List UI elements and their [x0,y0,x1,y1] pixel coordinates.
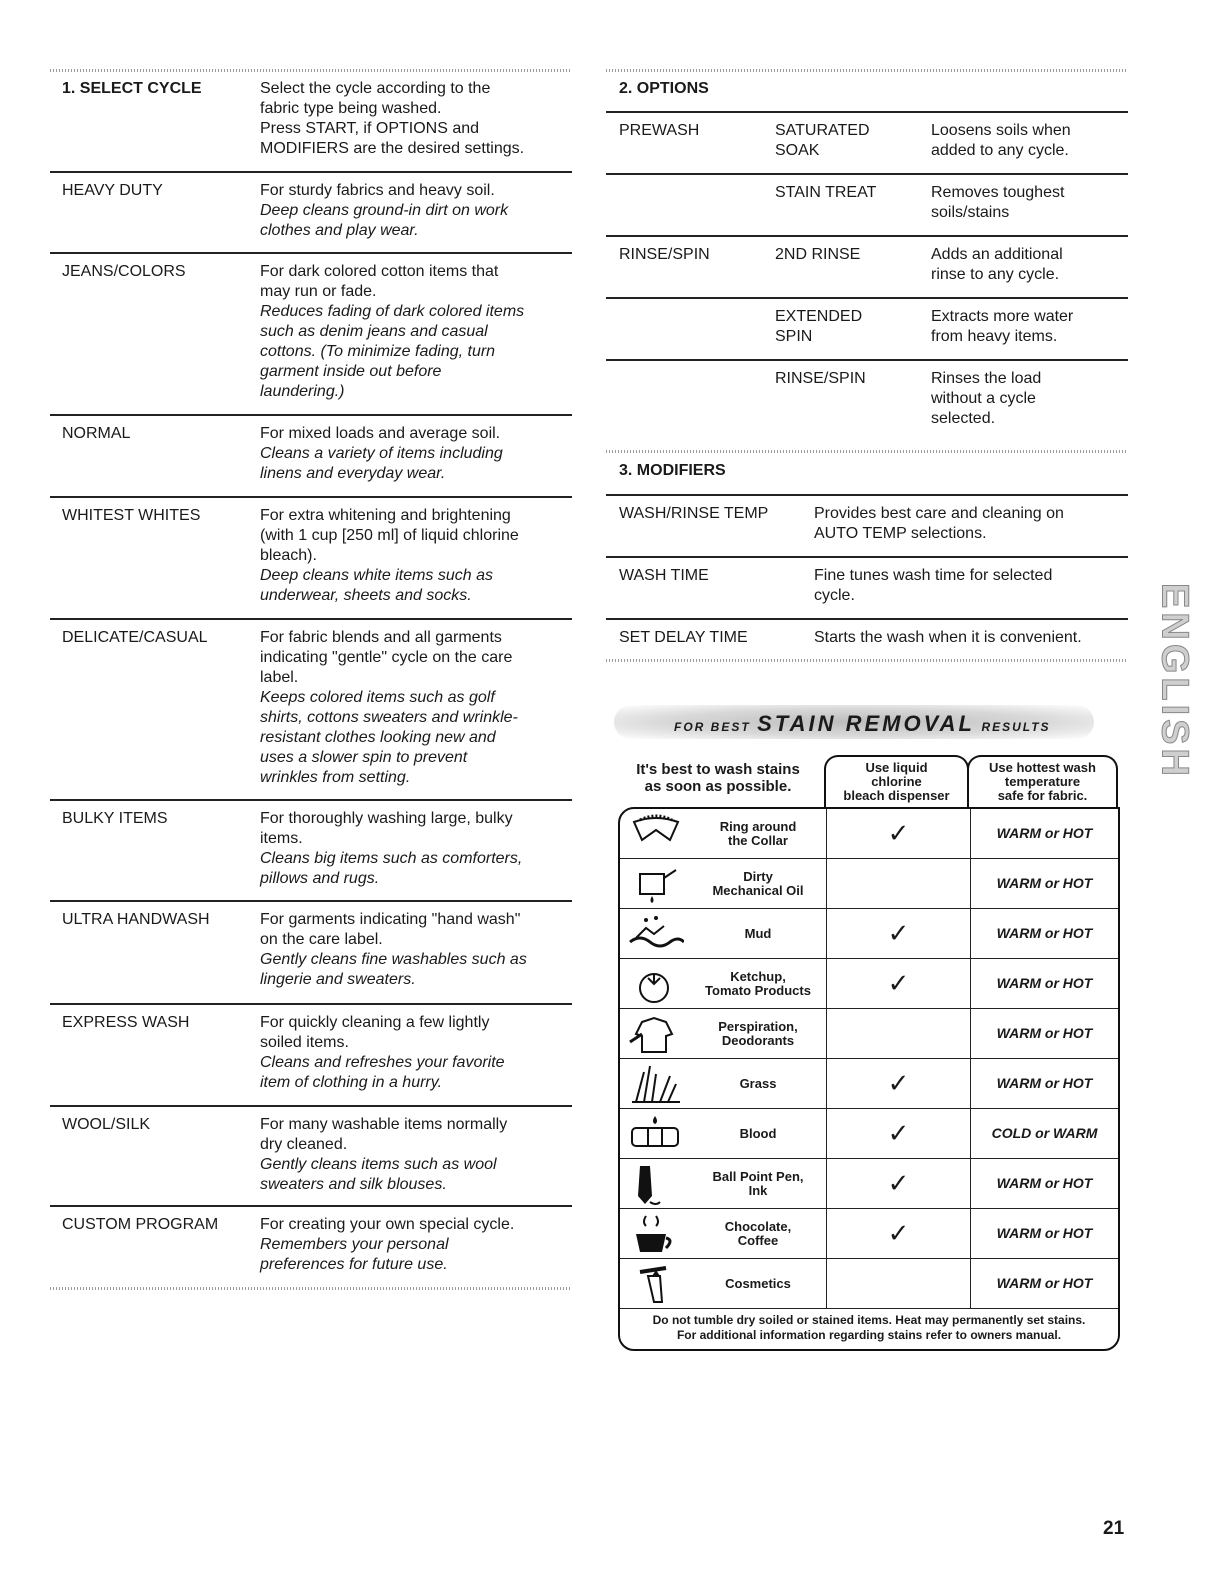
cycle-divider [50,1003,572,1005]
stain-cell [620,959,827,1008]
temperature-cell: WARM or HOT [996,1225,1093,1241]
temperature-cell: WARM or HOT [996,975,1093,991]
oil-can-icon [620,862,690,906]
option-divider [606,111,1128,113]
modifier-name: SET DELAY TIME [619,629,748,646]
stain-cell [620,859,827,908]
cycle-description-text: For fabric blends and all garments indicating "gentle" cycle on the care label. [260,629,513,686]
cycle-divider [50,900,572,902]
stain-cell [620,1209,827,1258]
stain-cell [620,1109,827,1158]
stain-row [620,809,1118,858]
page-number: 21 [1103,1518,1125,1539]
cycle-name: WOOL/SILK [62,1116,151,1133]
cycle-description [260,910,570,990]
stain-row [620,858,1118,908]
stain-cell [620,909,827,958]
check-mark-icon: ✓ [887,918,910,948]
options-heading: 2. OPTIONS [619,80,709,97]
check-mark-icon: ✓ [887,818,910,848]
cycle-description-text: For creating your own special cycle. [260,1216,515,1233]
check-mark-icon: ✓ [887,1218,910,1248]
cycle-note: Reduces fading of dark colored items such as denim jeans and casual cottons. (To minimize fading, turn garment inside out before laundering.) [260,303,525,400]
stain-row [620,1258,1118,1308]
cycle-name: WHITEST WHITES [62,507,201,524]
stain-table [618,807,1120,1351]
bleach-check-cell [827,1259,971,1308]
language-side-tab [1153,565,1195,795]
cycle-divider [50,252,572,254]
modifier-name: WASH/RINSE TEMP [619,505,769,522]
cycle-description [260,1115,570,1195]
cycle-description [260,628,570,788]
option-divider [606,235,1128,237]
cycle-description [260,1013,570,1093]
select-cycle-heading: 1. SELECT CYCLE [62,80,202,97]
cycle-description-text: For many washable items normally dry cleaned. [260,1116,508,1153]
cycle-name: NORMAL [62,425,131,442]
option-name: RINSE/SPIN [775,370,866,387]
cycle-divider [50,496,572,498]
stain-cell [620,1009,827,1058]
check-mark-icon: ✓ [887,1168,910,1198]
bandage-icon [620,1112,690,1156]
modifier-description: Fine tunes wash time for selected cycle. [814,567,1053,604]
option-divider [606,297,1128,299]
cycle-description-text: For sturdy fabrics and heavy soil. [260,182,495,199]
bleach-check-cell [827,1159,971,1208]
option-group: PREWASH [619,122,700,139]
option-divider [606,173,1128,175]
modifiers-heading: 3. MODIFIERS [619,462,726,479]
stain-name: Ring around the Collar [719,818,797,848]
modifier-name: WASH TIME [619,567,709,584]
bleach-check-cell [827,1059,971,1108]
bleach-check-cell [827,1209,971,1258]
bleach-check-cell [827,859,971,908]
cycle-note: Cleans and refreshes your favorite item of clothing in a hurry. [260,1054,505,1091]
stain-row [620,1108,1118,1158]
grass-icon [620,1062,690,1106]
check-mark-icon: ✓ [887,968,910,998]
option-description: Loosens soils when added to any cycle. [931,122,1071,159]
bleach-check-cell [827,959,971,1008]
stain-name: Ketchup, Tomato Products [705,968,811,998]
cycle-description [260,262,570,402]
option-name: EXTENDED SPIN [775,308,863,345]
stain-row [620,1208,1118,1258]
temperature-cell: COLD or WARM [991,1125,1098,1141]
cycle-description-text: For dark colored cotton items that may run or fade. [260,263,499,300]
stain-row [620,958,1118,1008]
cycle-description [260,809,570,889]
stain-row [620,1058,1118,1108]
cycle-note: Cleans big items such as comforters, pillows and rugs. [260,850,523,887]
banner-title: STAIN REMOVAL [757,711,975,736]
option-name: STAIN TREAT [775,184,877,201]
cycle-name: ULTRA HANDWASH [62,911,210,928]
temperature-cell: WARM or HOT [996,1025,1093,1041]
bleach-check-cell [827,1109,971,1158]
pen-icon [620,1162,690,1206]
bottom-divider-left [50,1287,572,1290]
cycle-name: BULKY ITEMS [62,810,168,827]
top-divider-right [606,69,1128,72]
modifiers-bottom-divider [606,659,1128,662]
check-mark-icon: ✓ [887,1118,910,1148]
cycle-divider [50,1205,572,1207]
bleach-check-cell [827,909,971,958]
stain-row [620,1158,1118,1208]
coffee-cup-icon [620,1212,690,1256]
cycle-note: Cleans a variety of items including linens and everyday wear. [260,445,503,482]
temperature-cell: WARM or HOT [996,1175,1093,1191]
stain-row [620,908,1118,958]
temperature-column-header: Use hottest wash temperature safe for fabric. [967,755,1118,807]
bleach-check-cell [827,1009,971,1058]
cycle-name: JEANS/COLORS [62,263,186,280]
modifiers-divider [606,450,1128,453]
modifier-divider [606,618,1128,620]
stain-chart-banner [614,705,1094,739]
cycle-description [260,181,570,241]
cycle-divider [50,171,572,173]
stain-name: Dirty Mechanical Oil [712,868,804,898]
temperature-cell: WARM or HOT [996,1275,1093,1291]
stain-name: Perspiration, Deodorants [718,1018,798,1048]
cycle-description [260,506,570,606]
bleach-column-header: Use liquid chlorine bleach dispenser [824,755,969,807]
option-description: Rinses the load without a cycle selected. [931,370,1042,427]
temperature-cell: WARM or HOT [996,825,1093,841]
cycle-description-text: For thoroughly washing large, bulky items. [260,810,513,847]
cycle-note: Gently cleans items such as wool sweaters and silk blouses. [260,1156,497,1193]
cycle-divider [50,618,572,620]
stain-cell [620,1259,827,1308]
cycle-divider [50,799,572,801]
temperature-cell: WARM or HOT [996,925,1093,941]
tomato-icon [620,962,690,1006]
stain-name: Mud [744,925,772,941]
cycle-note: Deep cleans white items such as underwear, sheets and socks. [260,567,493,604]
modifier-divider [606,556,1128,558]
stain-name: Grass [739,1075,777,1091]
select-cycle-intro: Select the cycle according to the fabric type being washed. Press START, if OPTIONS and MODIFIERS are the desired settings. [260,80,525,157]
modifier-description: Provides best care and cleaning on AUTO TEMP selections. [814,505,1064,542]
stain-chart-footer: Do not tumble dry soiled or stained items. Heat may permanently set stains. For additional information regarding stains refer to owners manual. [620,1308,1118,1349]
option-name: 2ND RINSE [775,246,861,263]
stain-name: Chocolate, Coffee [724,1218,792,1248]
stain-cell [620,809,827,858]
cycle-description [260,424,570,484]
stain-cell [620,1159,827,1208]
option-description: Removes toughest soils/stains [931,184,1065,221]
stain-name: Ball Point Pen, Ink [712,1168,804,1198]
cycle-description-text: For extra whitening and brightening (with 1 cup [250 ml] of liquid chlorine bleach). [260,507,519,564]
stain-chart-header-left: It's best to wash stains as soon as possible. [636,761,800,795]
collar-icon [620,812,690,856]
cycle-name: DELICATE/CASUAL [62,629,208,646]
cycle-description [260,1215,570,1275]
cycle-name: HEAVY DUTY [62,182,163,199]
shirt-icon [620,1012,690,1056]
stain-cell [620,1059,827,1108]
check-mark-icon: ✓ [887,1068,910,1098]
option-description: Extracts more water from heavy items. [931,308,1074,345]
bleach-check-cell [827,809,971,858]
option-description: Adds an additional rinse to any cycle. [931,246,1063,283]
lipstick-icon [620,1262,690,1306]
banner-small-1: FOR BEST [674,720,751,734]
stain-removal-chart [614,695,1124,1355]
stain-row [620,1008,1118,1058]
option-divider [606,359,1128,361]
cycle-note: Gently cleans fine washables such as lingerie and sweaters. [260,951,527,988]
option-name: SATURATED SOAK [775,122,870,159]
language-label: ENGLISH [1153,583,1196,780]
cycle-description-text: For garments indicating "hand wash" on the care label. [260,911,521,948]
cycle-name: EXPRESS WASH [62,1014,190,1031]
temperature-cell: WARM or HOT [996,875,1093,891]
top-divider-left [50,69,572,72]
cycle-note: Remembers your personal preferences for future use. [260,1236,449,1273]
cycle-note: Deep cleans ground-in dirt on work clothes and play wear. [260,202,509,239]
cycle-note: Keeps colored items such as golf shirts, cottons sweaters and wrinkle- resistant clothes looking new and uses a slower spin to prevent wrinkles from setting. [260,689,518,786]
cycle-name: CUSTOM PROGRAM [62,1216,219,1233]
temperature-cell: WARM or HOT [996,1075,1093,1091]
cycle-divider [50,414,572,416]
mud-icon [620,912,690,956]
modifier-description: Starts the wash when it is convenient. [814,629,1082,646]
cycle-description-text: For mixed loads and average soil. [260,425,501,442]
option-group: RINSE/SPIN [619,246,710,263]
modifier-divider [606,494,1128,496]
stain-name: Blood [739,1125,777,1141]
cycle-description-text: For quickly cleaning a few lightly soiled items. [260,1014,490,1051]
stain-name: Cosmetics [725,1275,791,1291]
banner-small-2: RESULTS [981,720,1051,734]
cycle-divider [50,1105,572,1107]
